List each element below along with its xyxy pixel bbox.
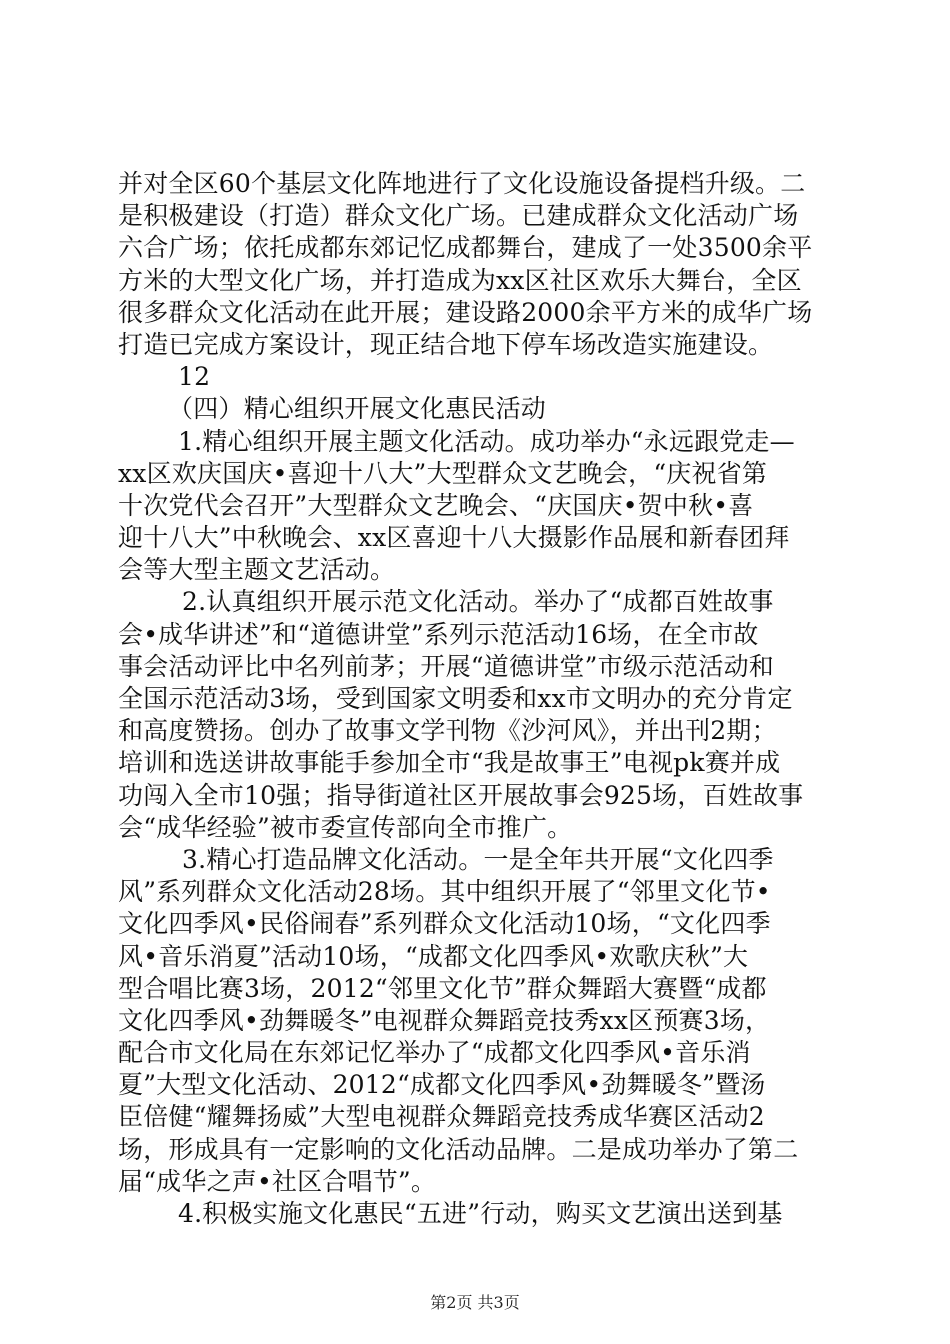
text-line: 3.精心打造品牌文化活动。一是全年共开展“文化四季 xyxy=(182,844,774,874)
text-line: 4.积极实施文化惠民“五进”行动，购买文艺演出送到基 xyxy=(178,1199,783,1228)
text-line: 1.精心组织开展主题文化活动。成功举办“永远跟党走— xyxy=(178,426,795,456)
text-line: 六合广场；依托成都东郊记忆成都舞台，建成了一处3500余平 xyxy=(118,233,813,263)
text-line: 和高度赞扬。创办了故事文学刊物《沙河风》，并出刊2期； xyxy=(118,716,777,746)
text-line: 臣倍健“耀舞扬威”大型电视群众舞蹈竞技秀成华赛区活动2 xyxy=(118,1102,765,1132)
text-line: 迎十八大”中秋晚会、xx区喜迎十八大摄影作品展和新春团拜 xyxy=(118,523,790,553)
text-line: 是积极建设（打造）群众文化广场。已建成群众文化活动广场 xyxy=(118,201,799,231)
text-line: 型合唱比赛3场，2012“邻里文化节”群众舞蹈大赛暨“成都 xyxy=(118,973,767,1003)
text-line: 届“成华之声•社区合唱节”。 xyxy=(118,1166,437,1196)
text-line: 并对全区60个基层文化阵地进行了文化设施设备提档升级。二 xyxy=(118,169,806,198)
text-line: 夏”大型文化活动、2012“成都文化四季风•劲舞暖冬”暨汤 xyxy=(118,1070,766,1100)
text-line: 配合市文化局在东郊记忆举办了“成都文化四季风•音乐消 xyxy=(118,1038,751,1068)
text-line: 全国示范活动3场，受到国家文明委和xx市文明办的充分肯定 xyxy=(118,684,793,713)
text-line: 风•音乐消夏”活动10场，“成都文化四季风•欢歌庆秋”大 xyxy=(118,941,749,971)
text-line: 功闯入全市10强；指导街道社区开展故事会925场，百姓故事 xyxy=(118,780,804,810)
text-line: 2.认真组织开展示范文化活动。举办了“成都百姓故事 xyxy=(182,587,774,617)
text-line: 事会活动评比中名列前茅；开展“道德讲堂”市级示范活动和 xyxy=(118,651,774,681)
page-footer: 第2页 共3页 xyxy=(430,1293,520,1312)
text-line: 会•成华讲述”和“道德讲堂”系列示范活动16场，在全市故 xyxy=(118,619,759,649)
text-line: 12 xyxy=(178,362,211,392)
text-line: 会等大型主题文艺活动。 xyxy=(118,555,396,585)
text-line: 打造已完成方案设计，现正结合地下停车场改造实施建设。 xyxy=(118,329,774,359)
text-line: 方米的大型文化广场，并打造成为xx区社区欢乐大舞台，全区 xyxy=(118,265,802,295)
text-line: 文化四季风•民俗闹春”系列群众文化活动10场，“文化四季 xyxy=(118,909,771,939)
text-line: 培训和选送讲故事能手参加全市“我是故事王”电视pk赛并成 xyxy=(118,748,781,778)
text-line: （四）精心组织开展文化惠民活动 xyxy=(168,394,547,424)
document-body xyxy=(118,168,833,1230)
text-line: 文化四季风•劲舞暖冬”电视群众舞蹈竞技秀xx区预赛3场， xyxy=(118,1005,771,1035)
text-line: xx区欢庆国庆•喜迎十八大”大型群众文艺晚会，“庆祝省第 xyxy=(118,458,768,488)
text-line: 风”系列群众文化活动28场。其中组织开展了“邻里文化节• xyxy=(118,877,771,907)
text-line: 很多群众文化活动在此开展；建设路2000余平方米的成华广场 xyxy=(118,297,813,327)
text-line: 十次党代会召开”大型群众文艺晚会、“庆国庆•贺中秋•喜 xyxy=(118,490,754,520)
text-line: 场，形成具有一定影响的文化活动品牌。二是成功举办了第二 xyxy=(118,1134,799,1164)
text-line: 会“成华经验”被市委宣传部向全市推广。 xyxy=(118,812,573,842)
